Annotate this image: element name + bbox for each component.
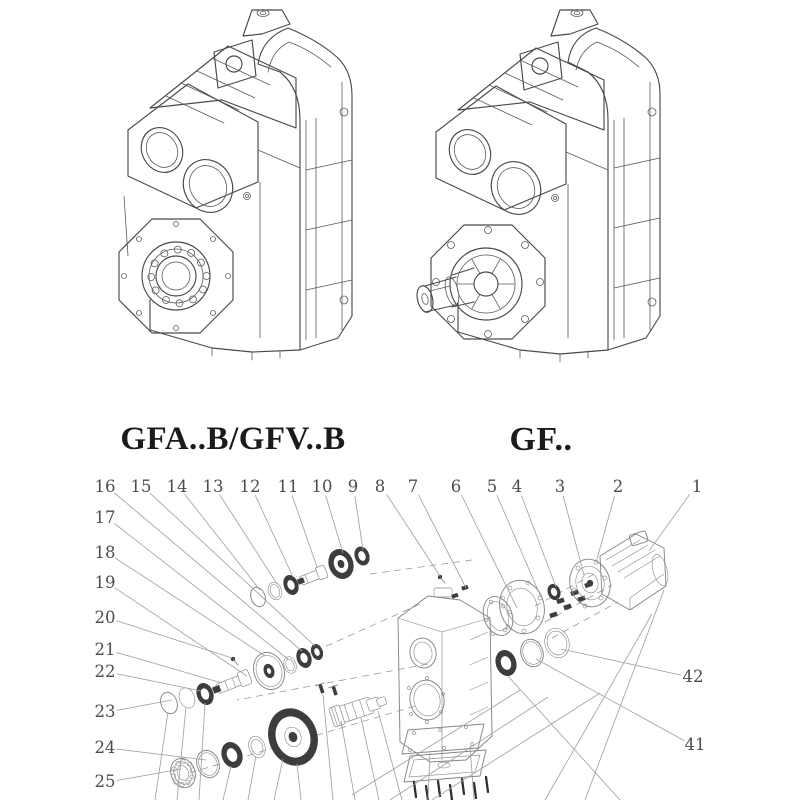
callout-21: 21 <box>94 640 116 659</box>
callout-1: 1 <box>691 477 703 496</box>
leader-line-17 <box>115 523 288 659</box>
callout-7: 7 <box>407 477 419 496</box>
leader-line-14 <box>185 494 260 590</box>
callout-numbers <box>95 477 706 791</box>
input-pinion-shaft <box>296 565 329 588</box>
callout-23: 23 <box>94 702 116 721</box>
callout-16: 16 <box>94 477 116 496</box>
callout-17: 17 <box>94 508 116 527</box>
leader-line-2 <box>597 496 615 559</box>
leader-line-20 <box>116 621 232 658</box>
callout-13: 13 <box>202 477 224 496</box>
leader-line-15 <box>150 493 315 646</box>
callout-18: 18 <box>94 543 116 562</box>
flange-spokes <box>458 260 514 309</box>
leader-line-1 <box>649 494 690 551</box>
callout-14: 14 <box>166 477 188 496</box>
leader-line-10 <box>326 496 343 553</box>
leader-line-9 <box>355 496 363 550</box>
leader-line-6 <box>461 495 517 608</box>
leader-line-16 <box>114 493 302 651</box>
leader-line-11 <box>292 495 317 567</box>
callout-25: 25 <box>94 772 116 791</box>
leader-line-21 <box>117 652 222 683</box>
leader-line-5 <box>497 495 541 597</box>
callout-15: 15 <box>130 477 152 496</box>
second-stage-cluster <box>158 643 325 716</box>
left-model-label: GFA..B/GFV..B <box>120 421 346 457</box>
left-gearbox-drawing <box>119 10 352 361</box>
input-shaft-cluster <box>248 545 372 609</box>
callout-8: 8 <box>374 477 386 496</box>
callout-19: 19 <box>94 573 116 592</box>
leader-line-13 <box>220 495 277 584</box>
callout-20: 20 <box>94 608 116 627</box>
output-shaft-exploded <box>329 691 389 728</box>
callout-3: 3 <box>554 477 566 496</box>
leader-line-23 <box>117 700 172 710</box>
exploded-diagram <box>95 477 706 800</box>
callout-24: 24 <box>94 738 116 757</box>
callout-6: 6 <box>450 477 462 496</box>
leader-line-3 <box>563 496 584 575</box>
dowel-pins <box>316 679 341 700</box>
leader-line-7 <box>419 495 466 588</box>
roller-bearing-ring <box>148 246 210 307</box>
callout-42: 42 <box>682 667 704 686</box>
callout-4: 4 <box>511 477 523 496</box>
output-shaft <box>414 268 474 314</box>
right-gearbox-drawing <box>414 10 660 363</box>
callout-41: 41 <box>684 735 706 754</box>
right-model-label: GF.. <box>509 421 573 458</box>
leader-line-12 <box>255 495 293 577</box>
callout-22: 22 <box>94 662 116 681</box>
leader-lines <box>114 493 690 781</box>
second-pinion-shaft <box>211 669 253 697</box>
leader-line-8 <box>387 494 440 576</box>
callout-2: 2 <box>612 477 624 496</box>
callout-12: 12 <box>239 477 261 496</box>
leader-line-18 <box>115 558 265 656</box>
leader-line-42 <box>561 649 681 675</box>
leader-line-22 <box>117 674 201 691</box>
callout-10: 10 <box>311 477 333 496</box>
callout-11: 11 <box>277 477 299 496</box>
callout-9: 9 <box>347 477 359 496</box>
leader-line-4 <box>521 495 556 587</box>
callout-5: 5 <box>486 477 498 496</box>
